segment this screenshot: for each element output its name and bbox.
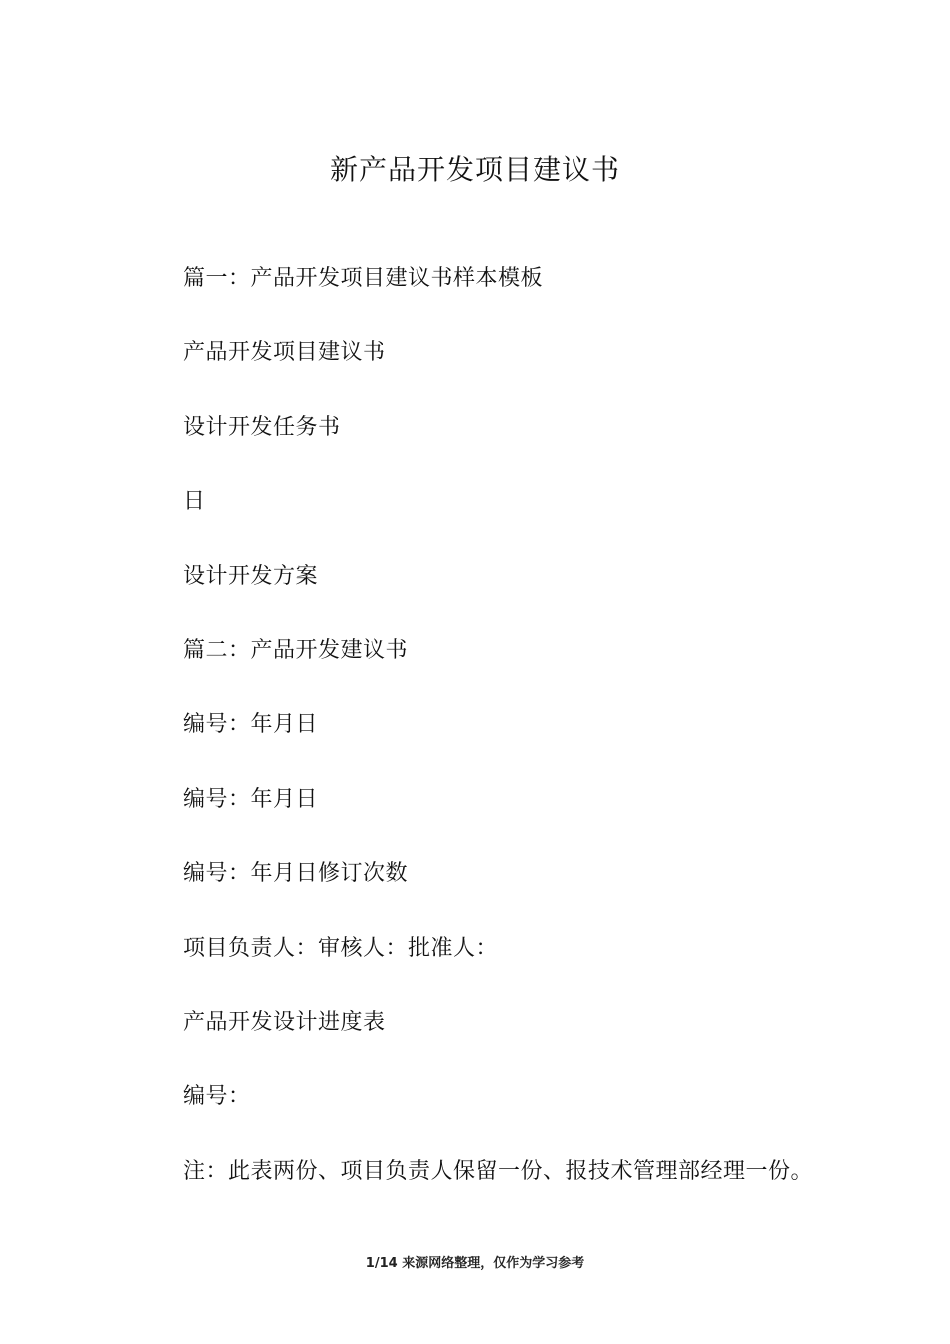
body-line: 编号：: [183, 1084, 251, 1110]
body-line: 设计开发方案: [183, 563, 319, 589]
page-title: 新产品开发项目建议书: [329, 153, 620, 186]
body-line: 设计开发任务书: [183, 414, 341, 440]
body-line: 日: [183, 489, 206, 515]
body-line: 产品开发项目建议书: [183, 340, 386, 366]
body-line: 篇二：产品开发建议书: [183, 637, 409, 663]
body-line: 项目负责人：审核人：批准人：: [183, 935, 499, 961]
page-footer: 1/14 来源网络整理，仅作为学习参考: [365, 1256, 585, 1271]
body-line: 产品开发设计进度表: [183, 1009, 386, 1035]
body-line: 编号：年月日修订次数: [183, 861, 409, 887]
body-line: 编号：年月日: [183, 712, 319, 738]
body-line: 篇一：产品开发项目建议书样本模板: [183, 266, 544, 291]
body-line: 注：此表两份、项目负责人保留一份、报技术管理部经理一份。: [183, 1158, 814, 1184]
document-body: [183, 259, 883, 1226]
body-line: 编号：年月日: [183, 786, 319, 812]
